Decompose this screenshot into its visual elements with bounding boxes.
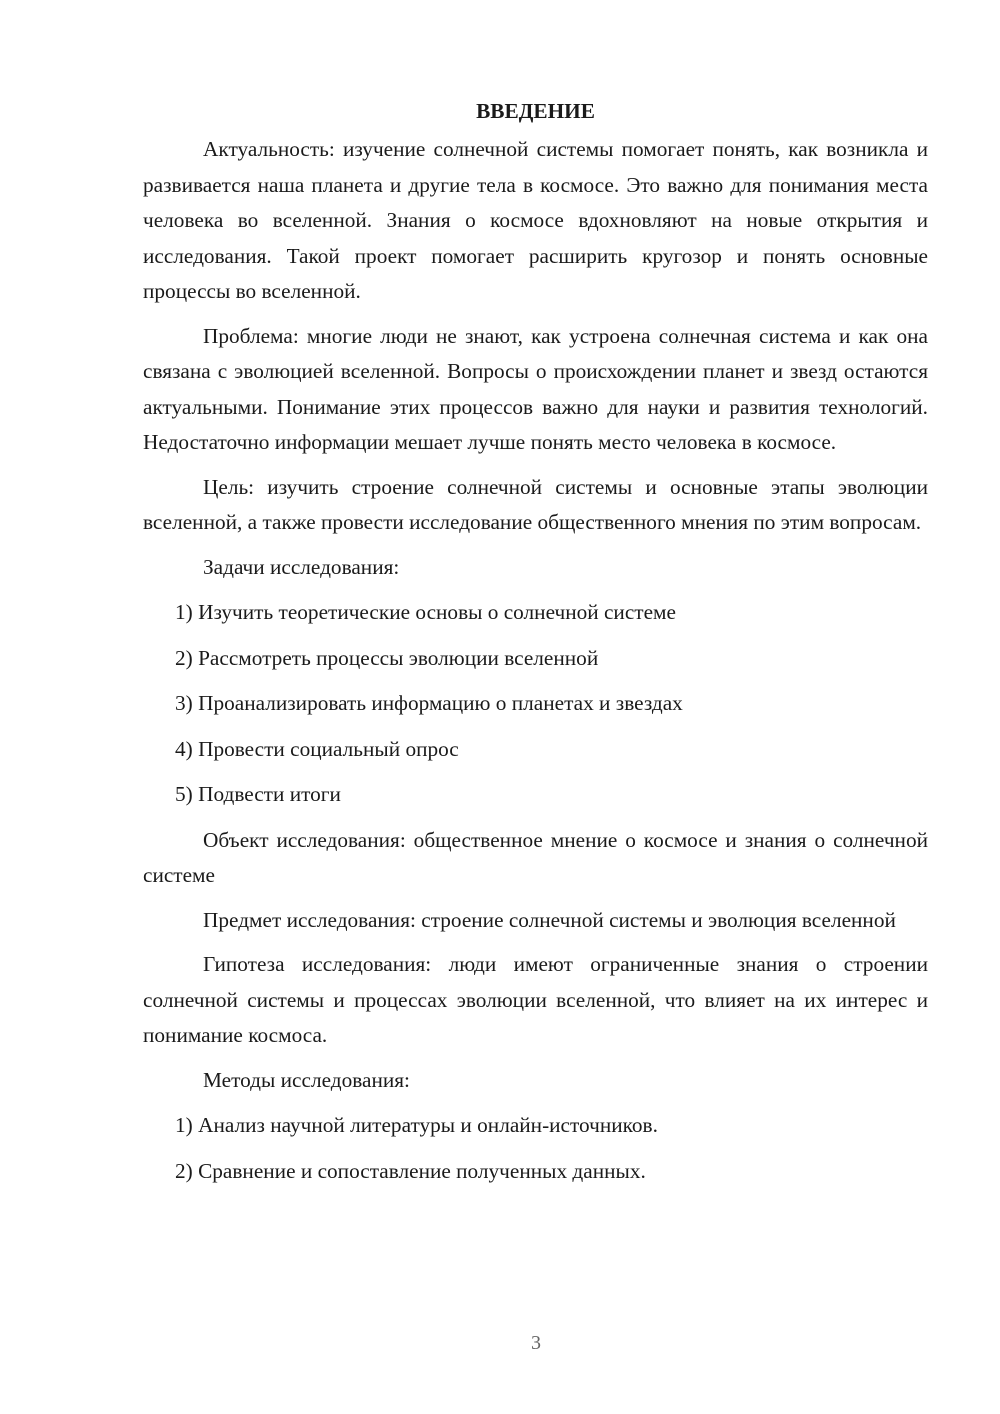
problem-paragraph: Проблема: многие люди не знают, как устроена солнечная система и как она связана с эволюцией вселенной. Вопросы о происхождении планет и звезд остаются актуальными. Понимание этих процессов важно для науки и развития технологий. Недостаточно информации мешает лучше понять место человека в космосе. [143,323,928,454]
tasks-heading: Задачи исследования: [203,554,400,579]
goal-paragraph: Цель: изучить строение солнечной системы и основные этапы эволюции вселенной, а также провести исследование общественного мнения по этим вопросам. [143,474,928,534]
subject-paragraph: Предмет исследования: строение солнечной системы и эволюция вселенной [203,907,896,932]
list-item: 5) Подвести итоги [175,782,341,806]
methods-heading: Методы исследования: [203,1067,410,1092]
document-page [143,96,928,1199]
page-number: 3 [531,1332,541,1354]
list-item: 3) Проанализировать информацию о планетах и звездах [175,691,683,715]
list-item: 2) Рассмотреть процессы эволюции вселенной [175,645,599,670]
methods-list [143,1108,928,1189]
page-title: ВВЕДЕНИЕ [476,99,595,123]
list-item: 1) Изучить теоретические основы о солнечной системе [175,600,676,624]
list-item: 2) Сравнение и сопоставление полученных данных. [175,1158,646,1183]
list-item: 1) Анализ научной литературы и онлайн-источников. [175,1113,658,1137]
list-item: 4) Провести социальный опрос [175,736,459,761]
tasks-list [143,595,928,813]
object-paragraph: Объект исследования: общественное мнение о космосе и знания о солнечной системе [143,827,928,887]
hypothesis-paragraph: Гипотеза исследования: люди имеют ограниченные знания о строении солнечной системы и процессах эволюции вселенной, что влияет на их интерес и понимание космоса. [143,952,928,1047]
relevance-paragraph: Актуальность: изучение солнечной системы помогает понять, как возникла и развивается наша планета и другие тела в космосе. Это важно для понимания места человека во вселенной. Знания о космосе вдохновляют на новые открытия и исследования. Такой проект помогает расширить кругозор и понять основные процессы во вселенной. [143,137,928,303]
